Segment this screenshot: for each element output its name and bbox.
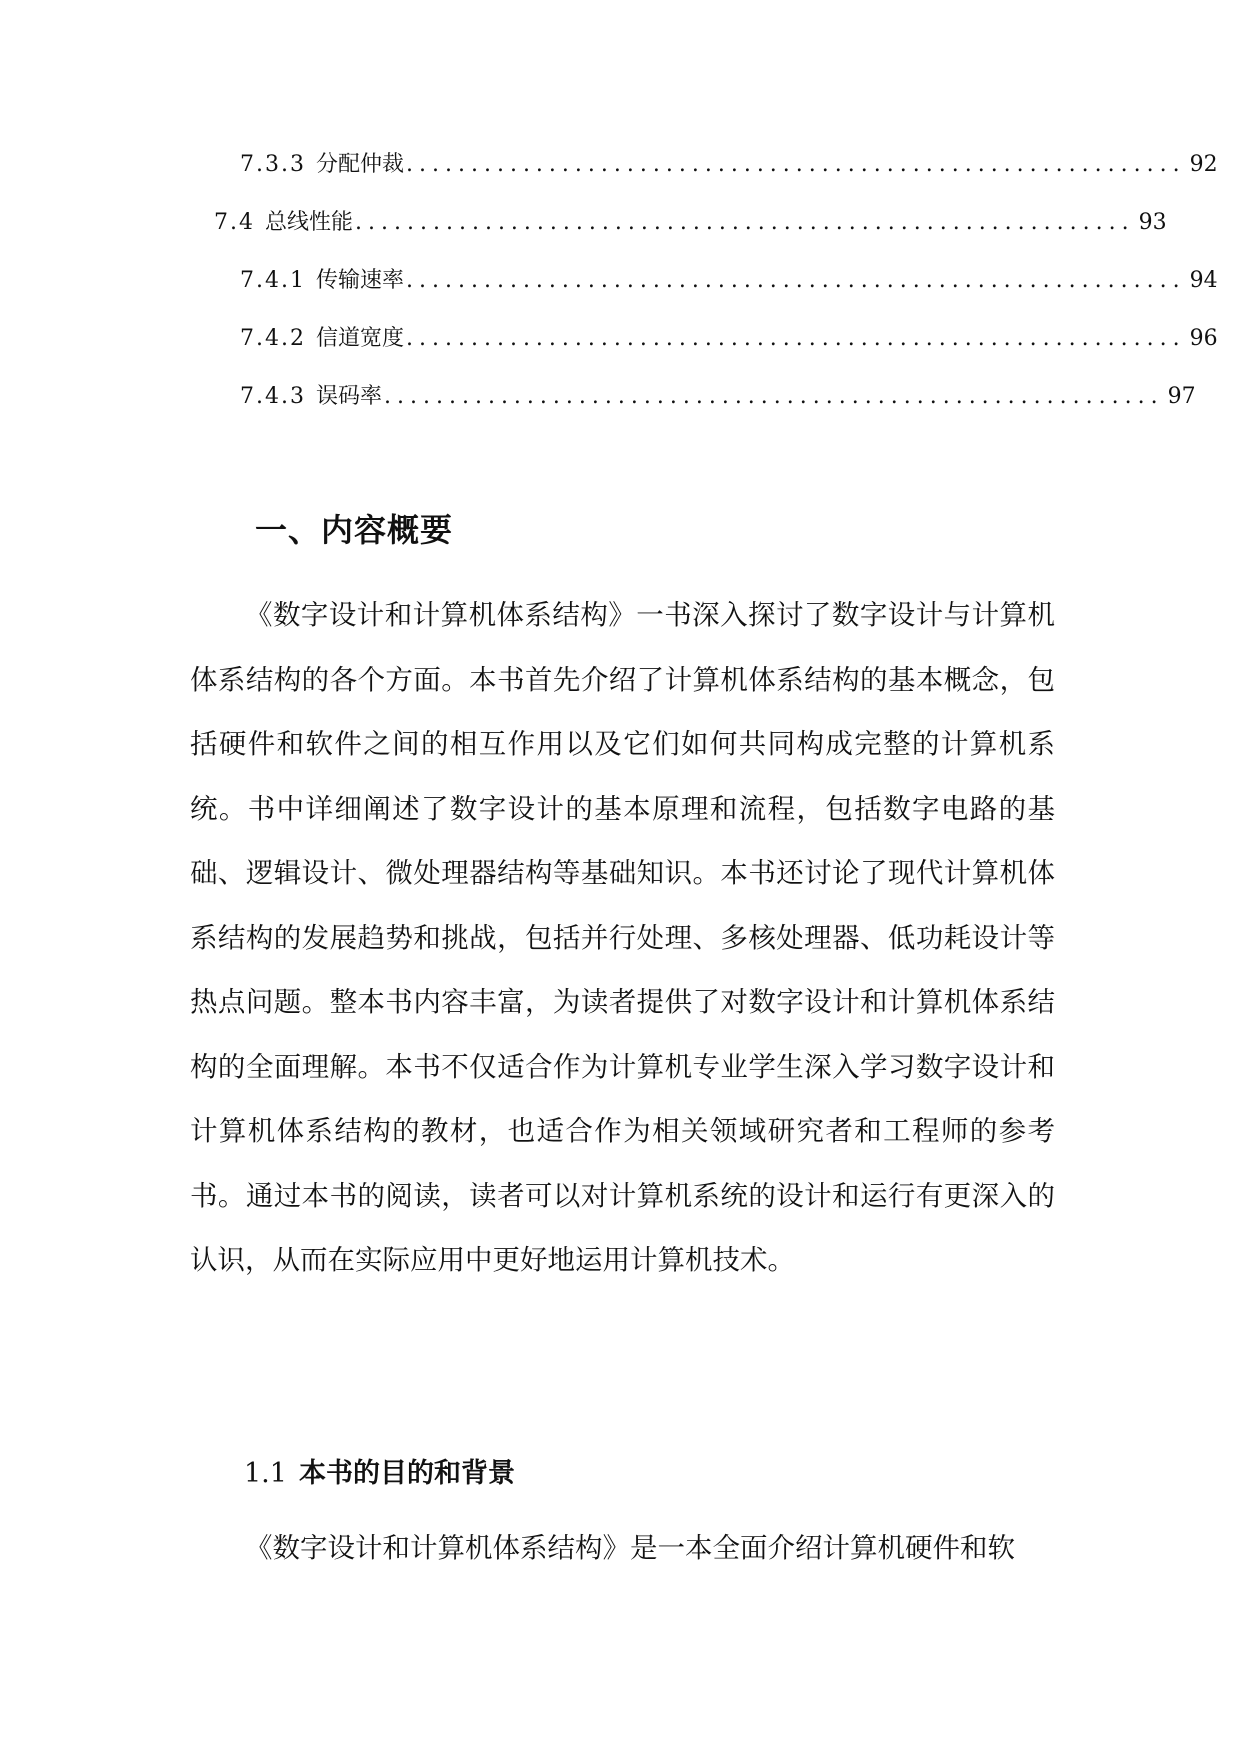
toc-entry-7-4-3[interactable] <box>240 382 1196 412</box>
toc-entry-7-4-1[interactable] <box>240 266 1218 296</box>
toc-entry-7-4[interactable] <box>214 208 1167 238</box>
toc-leader: ............................................................ <box>406 268 1186 293</box>
toc-number: 7.3.3 <box>240 152 306 177</box>
section-paragraph: 《数字设计和计算机体系结构》一书深入探讨了数字设计与计算机体系结构的各个方面。本书首先介绍了计算机体系结构的基本概念，包括硬件和软件之间的相互作用以及它们如何共同构成完整的计算机系统。书中详细阐述了数字设计的基本原理和流程，包括数字电路的基础、逻辑设计、微处理器结构等基础知识。本书还讨论了现代计算机体系结构的发展趋势和挑战，包括并行处理、多核处理器、低功耗设计等热点问题。整本书内容丰富，为读者提供了对数字设计和计算机体系结构的全面理解。本书不仅适合作为计算机专业学生深入学习数字设计和计算机体系结构的教材，也适合作为相关领域研究者和工程师的参考书。通过本书的阅读，读者可以对计算机系统的设计和运行有更深入的认识，从而在实际应用中更好地运用计算机技术。 <box>190 599 1055 1276</box>
toc-page-number: 97 <box>1167 384 1196 409</box>
toc-page-number: 96 <box>1189 326 1218 351</box>
toc-leader: ............................................................ <box>355 210 1135 235</box>
toc-leader: ............................................................ <box>406 326 1186 351</box>
subsection-heading <box>244 1455 515 1493</box>
toc-number: 7.4.3 <box>240 384 306 409</box>
toc-title: 传输速率 <box>315 268 404 293</box>
toc-page-number: 92 <box>1189 152 1218 177</box>
toc-leader: ............................................................ <box>384 384 1164 409</box>
toc-number: 7.4 <box>214 210 255 235</box>
toc-leader: ............................................................ <box>406 152 1186 177</box>
toc-title: 误码率 <box>315 384 382 409</box>
subsection-paragraph: 《数字设计和计算机体系结构》是一本全面介绍计算机硬件和软 <box>245 1532 1015 1564</box>
toc-page-number: 93 <box>1138 210 1167 235</box>
toc-entry-7-3-3[interactable] <box>240 150 1218 180</box>
toc-title: 分配仲裁 <box>315 152 404 177</box>
toc-number: 7.4.2 <box>240 326 306 351</box>
toc-title: 信道宽度 <box>315 326 404 351</box>
section-heading: 一、内容概要 <box>255 511 454 549</box>
subsection-title: 本书的目的和背景 <box>298 1458 515 1489</box>
toc-title: 总线性能 <box>265 210 354 235</box>
toc-entry-7-4-2[interactable] <box>240 324 1218 354</box>
subsection-number: 1.1 <box>244 1458 287 1489</box>
toc-page-number: 94 <box>1189 268 1218 293</box>
toc-number: 7.4.1 <box>240 268 306 293</box>
